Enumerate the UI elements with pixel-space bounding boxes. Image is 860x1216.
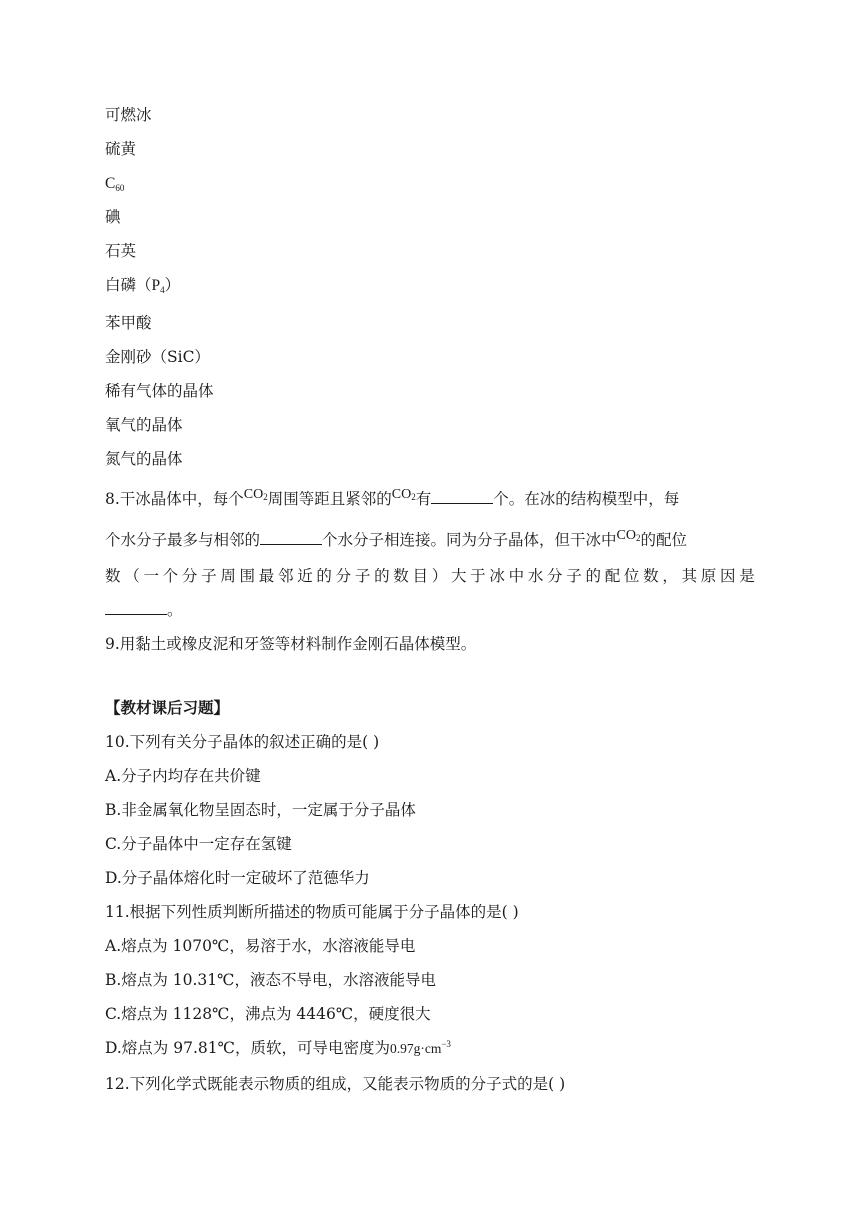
q8-char: 是 xyxy=(739,567,755,585)
substance-item xyxy=(105,275,180,297)
q8-text: 个。在冰的结构模型中，每 xyxy=(493,490,680,508)
q11-option-a xyxy=(105,936,415,956)
substance-label: 白磷（ xyxy=(105,276,152,294)
q8-text: 有 xyxy=(415,490,432,508)
q8-text: 的配位 xyxy=(640,531,687,549)
q10-stem xyxy=(105,732,379,752)
option-text: B.非金属氧化物呈固态时，一定属于分子晶体 xyxy=(105,801,416,819)
formula-main: CO xyxy=(616,528,636,543)
q8-text: 。 xyxy=(167,601,183,619)
q8-line-4 xyxy=(105,600,183,620)
q8-char: 原 xyxy=(700,567,717,585)
q8-char: 近 xyxy=(297,567,313,585)
option-text: A.熔点为 1070℃，易溶于水，水溶液能导电 xyxy=(105,937,416,955)
co2-formula xyxy=(617,528,641,543)
formula-main: CO xyxy=(243,487,264,502)
q8-char: 大 xyxy=(450,567,467,585)
answer-blank[interactable] xyxy=(260,530,322,545)
q8-char: 因 xyxy=(720,567,736,585)
q8-char: 数 xyxy=(105,567,121,585)
q8-char: 周 xyxy=(220,567,236,585)
q8-text: 个水分子最多与相邻的 xyxy=(105,531,261,549)
question-text: 12.下列化学式既能表示物质的组成，又能表示物质的分子式的是( ) xyxy=(105,1075,566,1093)
q8-char: 其 xyxy=(681,567,698,585)
q8-char: 最 xyxy=(258,567,275,585)
option-text: D.分子晶体熔化时一定破坏了范德华力 xyxy=(105,869,370,887)
q8-char: 围 xyxy=(239,567,256,585)
substance-item xyxy=(105,347,210,367)
substance-label: 可燃冰 xyxy=(105,106,152,124)
q8-char: 数 xyxy=(393,567,409,585)
section-title: 【教材课后习题】 xyxy=(105,698,230,717)
substance-item xyxy=(105,105,152,125)
substance-item xyxy=(105,173,124,195)
unit-exponent: −3 xyxy=(441,1039,451,1049)
substance-label: 金刚砂（SiC） xyxy=(105,348,210,366)
q8-text: 8.干冰晶体中，每个 xyxy=(105,490,244,508)
substance-label: 硫黄 xyxy=(105,140,137,158)
formula-subscript: 2 xyxy=(263,492,268,502)
substance-item xyxy=(105,449,183,469)
substance-label: 苯甲酸 xyxy=(105,314,152,332)
q8-char: 的 xyxy=(585,567,601,585)
substance-label: 稀有气体的晶体 xyxy=(105,382,214,400)
q8-char: 邻 xyxy=(277,567,294,585)
q10-option-a xyxy=(105,766,261,786)
q11-option-b xyxy=(105,970,436,990)
question-text: 9.用黏土或橡皮泥和牙签等材料制作金刚石晶体模型。 xyxy=(105,635,477,653)
q10-option-b xyxy=(105,800,416,820)
q8-text: 个水分子相连接。同为分子晶体，但干冰中 xyxy=(322,531,617,549)
q8-char: 水 xyxy=(527,567,544,585)
q8-char: ） xyxy=(431,567,448,585)
answer-blank[interactable] xyxy=(431,489,493,504)
substance-item xyxy=(105,313,152,333)
option-text: D.熔点为 97.81℃，质软，可导电密度为 xyxy=(105,1039,390,1057)
q8-char: 的 xyxy=(316,567,332,585)
density-unit: 0.97g·cm xyxy=(389,1041,442,1056)
co2-formula xyxy=(244,487,268,502)
q11-option-d xyxy=(105,1038,451,1060)
option-text: A.分子内均存在共价键 xyxy=(105,767,261,785)
co2-formula xyxy=(392,487,416,502)
q8-char: 中 xyxy=(508,567,525,585)
q11-stem xyxy=(105,902,519,922)
q8-char: 的 xyxy=(374,567,390,585)
question-text: 11.根据下列性质判断所描述的物质可能属于分子晶体的是( ) xyxy=(105,903,519,921)
q8-line-1 xyxy=(105,489,679,511)
formula-main: C xyxy=(105,175,116,192)
q8-line-2 xyxy=(105,530,687,552)
q8-char: 分 xyxy=(547,567,563,585)
q8-char: 分 xyxy=(181,567,198,585)
q11-option-c xyxy=(105,1004,431,1024)
q8-char: 冰 xyxy=(489,567,505,585)
q8-char: 子 xyxy=(566,567,582,585)
formula-subscript: 2 xyxy=(635,533,641,543)
q10-option-c xyxy=(105,834,292,854)
q8-char: 配 xyxy=(604,567,621,585)
option-text: B.熔点为 10.31℃，液态不导电，水溶液能导电 xyxy=(105,971,436,989)
q8-line-3 xyxy=(105,566,755,586)
formula-main: CO xyxy=(391,487,412,502)
section-heading xyxy=(105,698,229,718)
substance-label: 氮气的晶体 xyxy=(105,450,183,468)
substance-item xyxy=(105,415,183,435)
option-text: C.熔点为 1128℃，沸点为 4446℃，硬度很大 xyxy=(105,1005,431,1023)
q9-text xyxy=(105,634,476,654)
q8-char: 一 xyxy=(143,567,159,585)
q8-text: 周围等距且紧邻的 xyxy=(267,490,392,508)
question-text: 10.下列有关分子晶体的叙述正确的是( ) xyxy=(105,733,380,751)
q8-char: 子 xyxy=(201,567,217,585)
substance-label: 碘 xyxy=(105,208,121,226)
substance-label: 氧气的晶体 xyxy=(105,416,183,434)
substance-item xyxy=(105,241,136,261)
substance-item xyxy=(105,381,214,401)
formula-subscript: 2 xyxy=(411,492,416,502)
substance-item xyxy=(105,139,136,159)
substance-item xyxy=(105,207,121,227)
q8-char: ， xyxy=(662,567,678,585)
q8-char: （ xyxy=(124,567,140,585)
q8-char: 分 xyxy=(335,567,352,585)
q8-char: 个 xyxy=(162,567,179,585)
answer-blank[interactable] xyxy=(105,600,167,615)
formula-main: P xyxy=(151,277,161,294)
formula-subscript: 60 xyxy=(115,183,125,193)
substance-label: 石英 xyxy=(105,242,137,260)
substance-label: ） xyxy=(164,276,181,294)
q8-char: 子 xyxy=(354,567,371,585)
q8-char: 位 xyxy=(623,567,640,585)
option-text: C.分子晶体中一定存在氢键 xyxy=(105,835,292,853)
q8-char: 数 xyxy=(643,567,659,585)
q12-stem xyxy=(105,1074,565,1094)
q8-char: 目 xyxy=(412,567,429,585)
q10-option-d xyxy=(105,868,370,888)
q8-char: 于 xyxy=(470,567,486,585)
formula-subscript: 4 xyxy=(160,285,165,295)
